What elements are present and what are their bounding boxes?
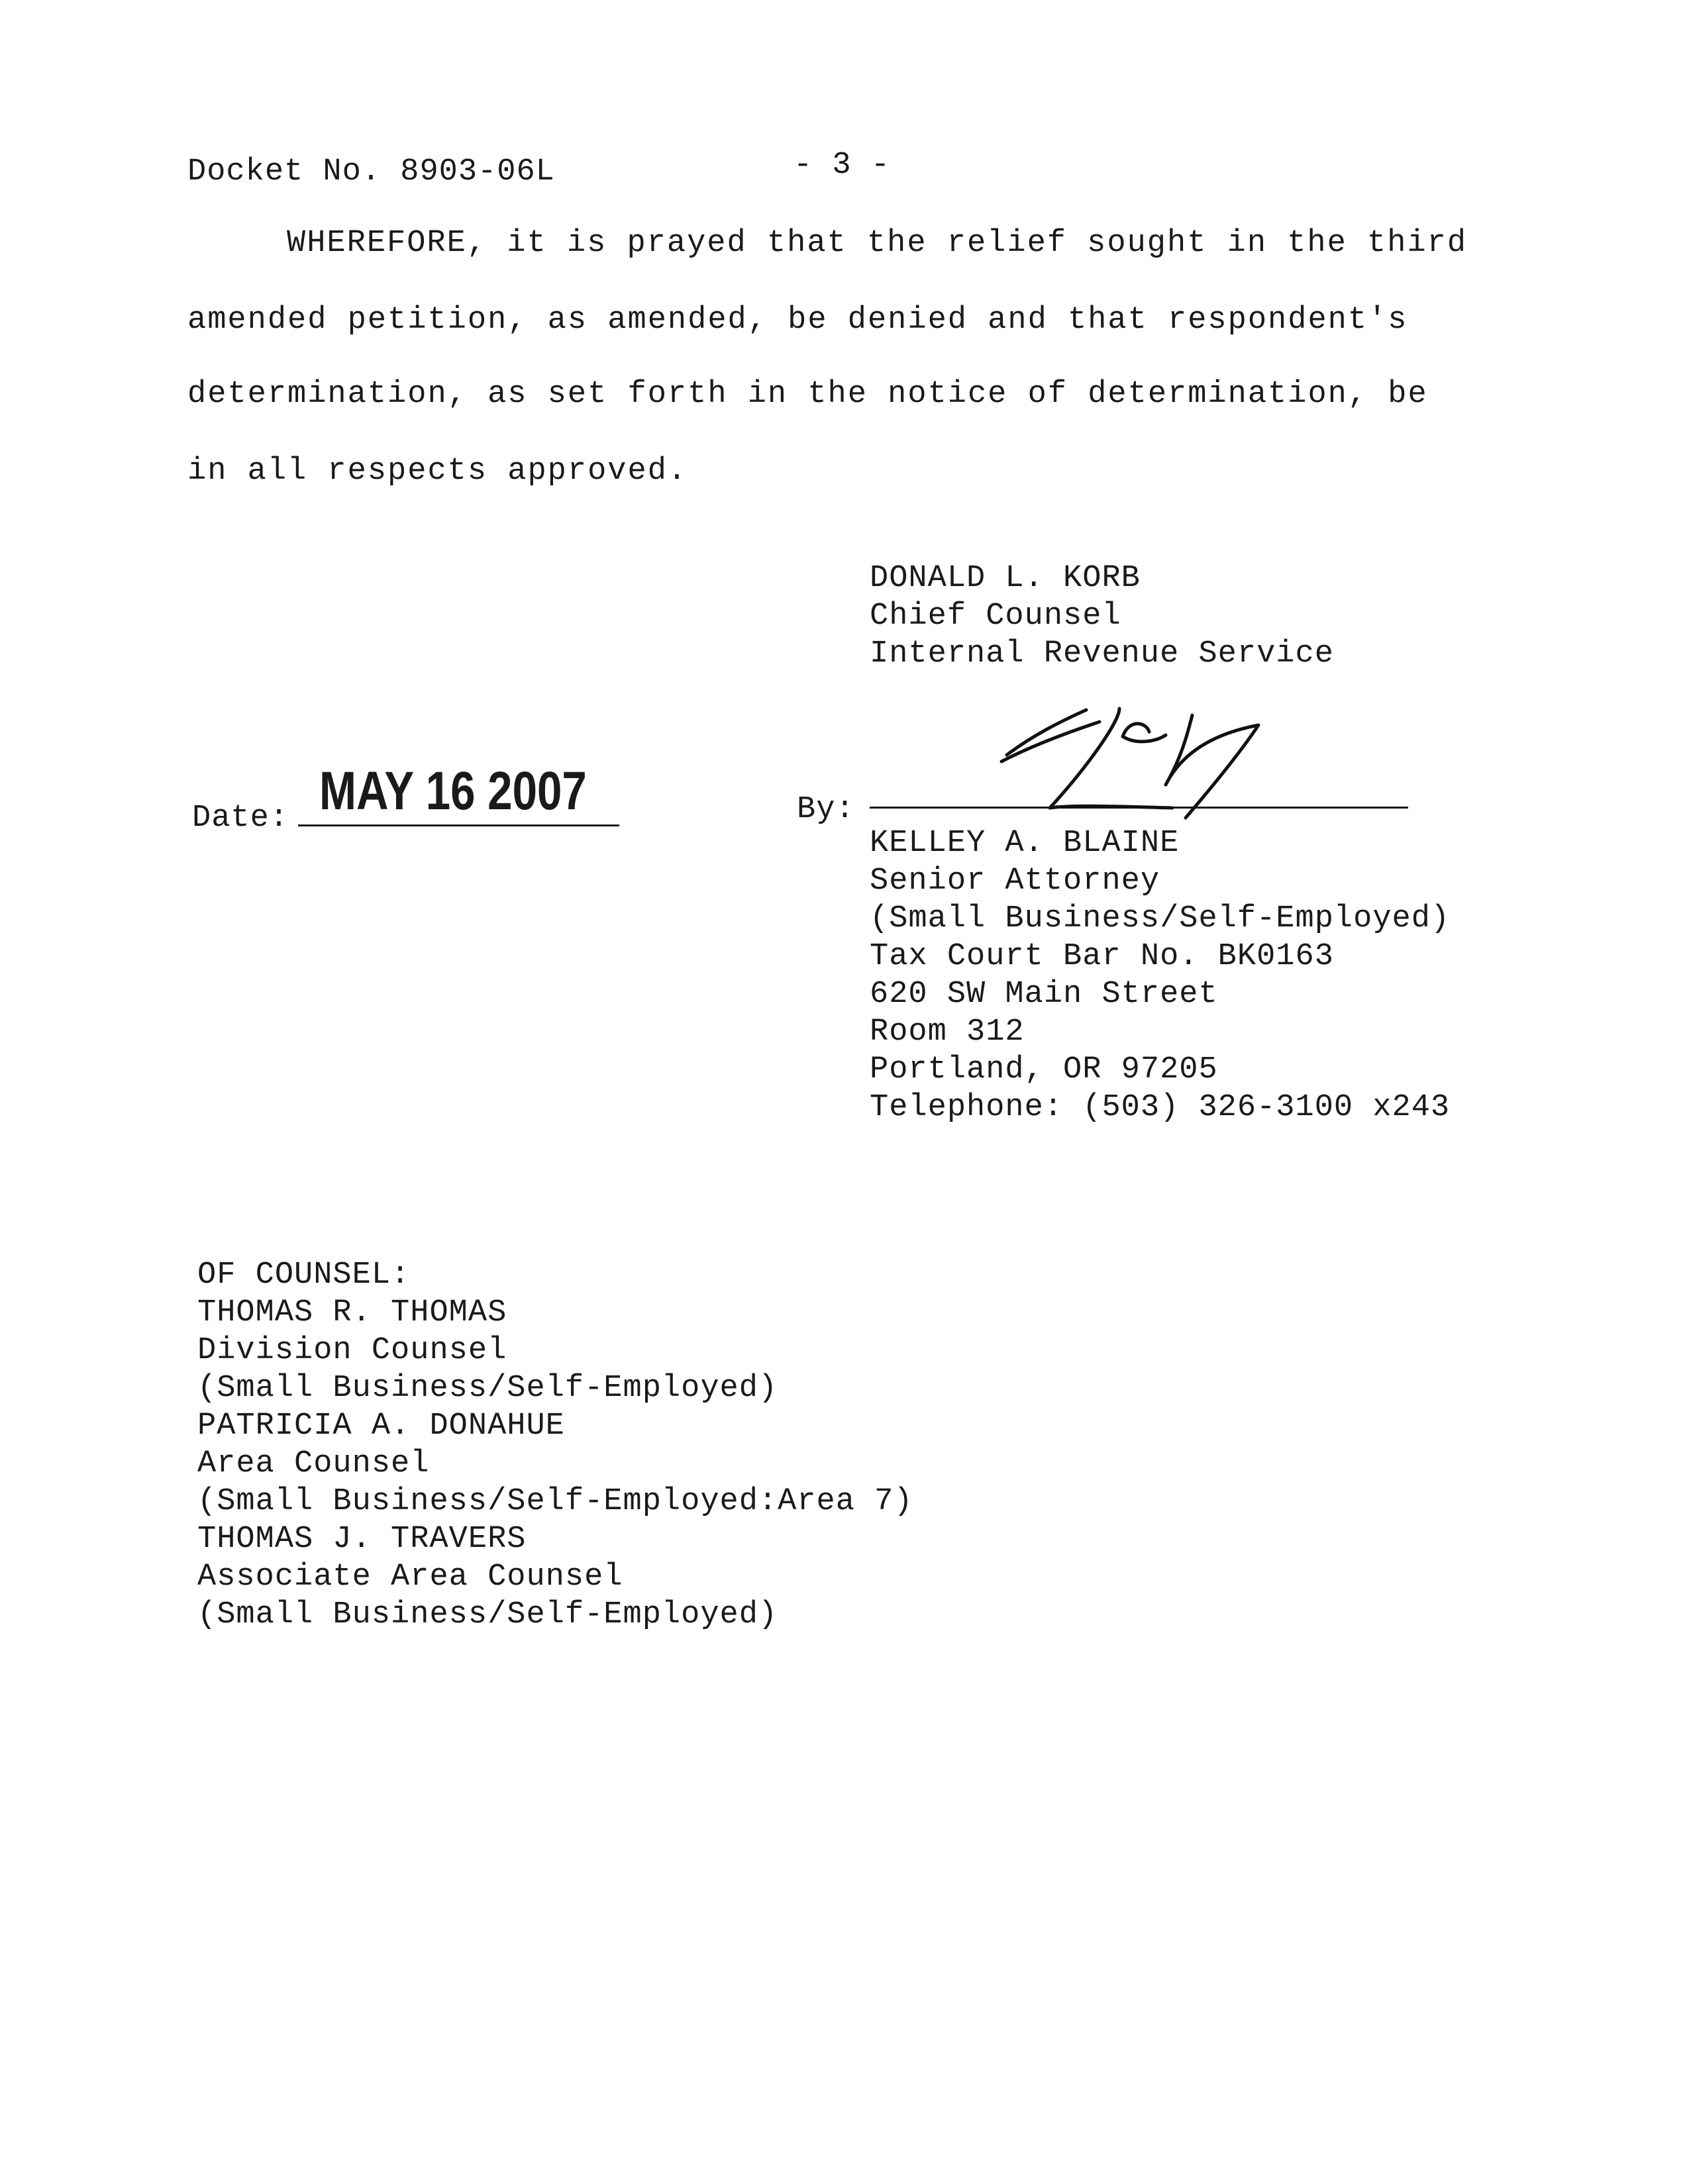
- attorney-bar-number: Tax Court Bar No. BK0163: [870, 939, 1334, 974]
- date-label: Date:: [192, 801, 289, 836]
- chief-counsel-name: DONALD L. KORB: [870, 561, 1141, 596]
- paragraph-line: amended petition, as amended, be denied and that respondent's: [187, 303, 1408, 338]
- attorney-division: (Small Business/Self-Employed): [870, 901, 1451, 936]
- chief-counsel-title: Chief Counsel: [870, 599, 1121, 634]
- of-counsel-line: (Small Business/Self-Employed): [197, 1371, 778, 1406]
- attorney-title: Senior Attorney: [870, 864, 1160, 899]
- of-counsel-line: (Small Business/Self-Employed:Area 7): [197, 1484, 913, 1519]
- date-stamp: MAY 16 2007: [319, 761, 587, 821]
- paragraph-line: WHEREFORE, it is prayed that the relief sought in the third: [287, 226, 1468, 261]
- of-counsel-line: PATRICIA A. DONAHUE: [197, 1409, 565, 1444]
- paragraph-line: determination, as set forth in the notice of determination, be: [187, 377, 1428, 412]
- of-counsel-line: Associate Area Counsel: [197, 1560, 623, 1595]
- chief-counsel-agency: Internal Revenue Service: [870, 636, 1334, 671]
- of-counsel-line: THOMAS R. THOMAS: [197, 1295, 507, 1330]
- attorney-room: Room 312: [870, 1015, 1025, 1050]
- attorney-name: KELLEY A. BLAINE: [870, 826, 1180, 861]
- docket-number: Docket No. 8903-06L: [187, 154, 555, 189]
- of-counsel-heading: OF COUNSEL:: [197, 1258, 411, 1293]
- of-counsel-line: THOMAS J. TRAVERS: [197, 1522, 527, 1557]
- date-line: [298, 824, 619, 826]
- by-label: By:: [797, 792, 855, 827]
- of-counsel-line: Area Counsel: [197, 1446, 430, 1481]
- of-counsel-line: Division Counsel: [197, 1333, 507, 1368]
- attorney-telephone: Telephone: (503) 326-3100 x243: [870, 1090, 1451, 1125]
- page-number: - 3 -: [793, 148, 891, 183]
- attorney-street: 620 SW Main Street: [870, 977, 1218, 1012]
- handwritten-signature: [987, 695, 1292, 821]
- of-counsel-line: (Small Business/Self-Employed): [197, 1597, 778, 1632]
- attorney-city: Portland, OR 97205: [870, 1052, 1218, 1087]
- paragraph-line: in all respects approved.: [187, 454, 688, 489]
